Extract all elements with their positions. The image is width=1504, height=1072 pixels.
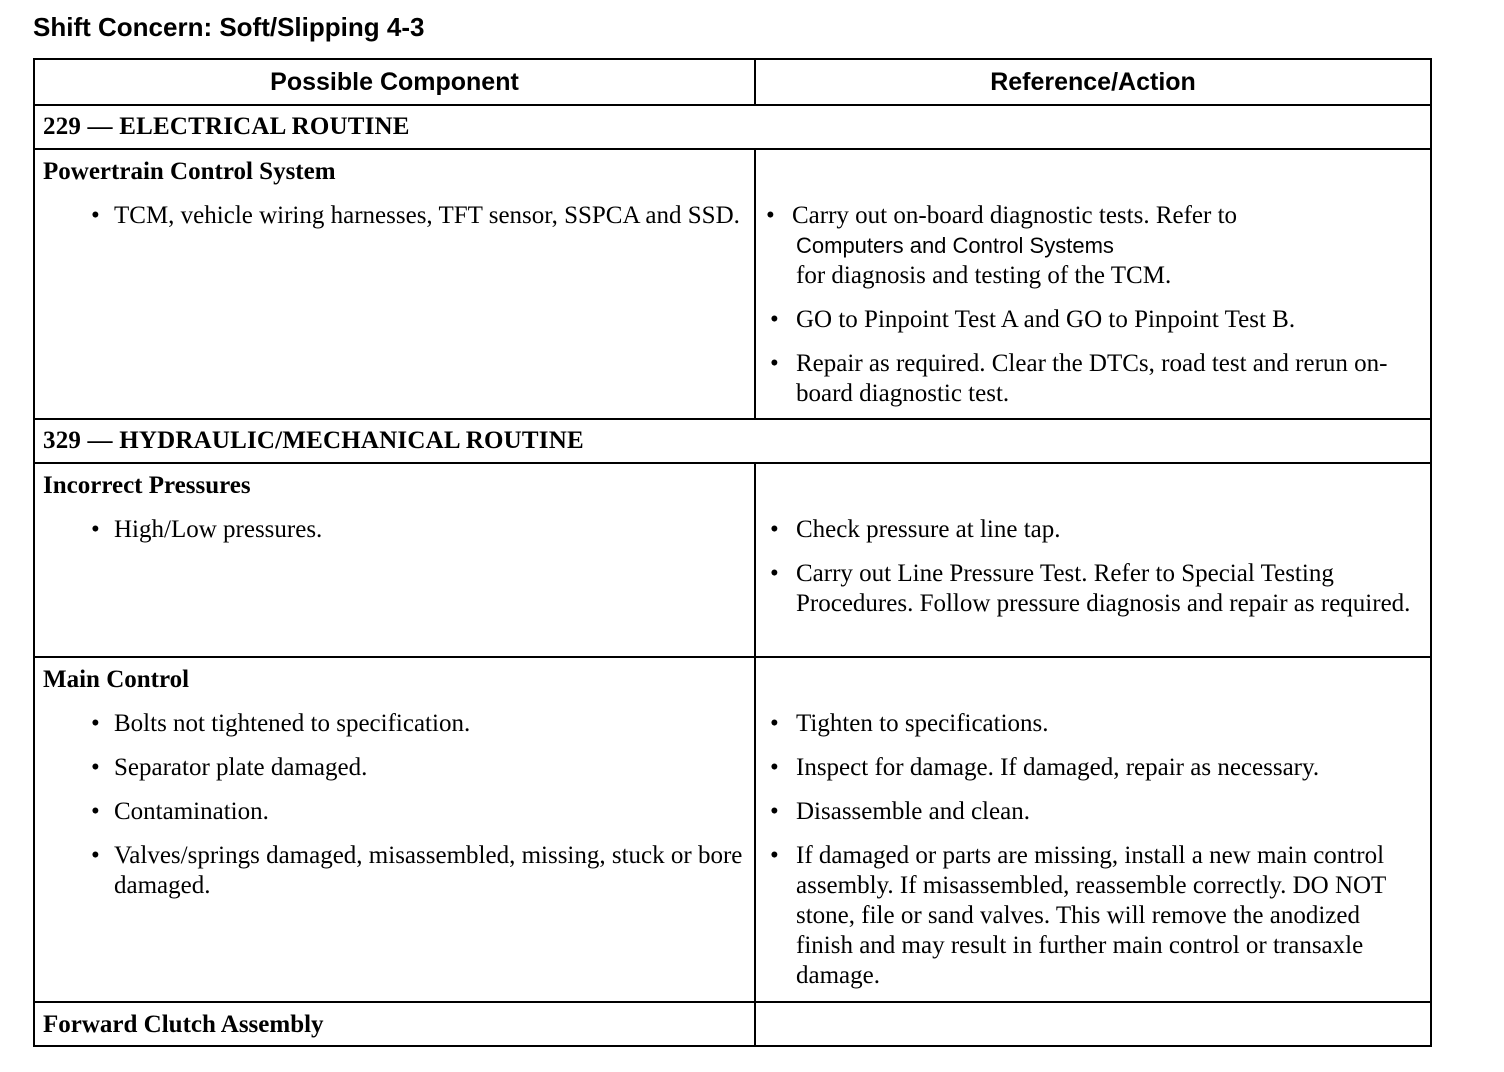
bullet-icon: • <box>770 842 779 869</box>
list-item: • GO to Pinpoint Test A and GO to Pinpoint Test B. <box>770 306 1296 333</box>
component-title-forward-clutch: Forward Clutch Assembly <box>43 1011 324 1038</box>
action-list-pressures <box>770 515 1420 619</box>
component-title-incorrect-pressures: Incorrect Pressures <box>43 472 251 499</box>
bullet-icon: • <box>770 710 779 737</box>
list-item: • Separator plate damaged. <box>91 754 368 781</box>
section-electrical-routine: 229 — ELECTRICAL ROUTINE <box>35 104 1430 148</box>
diagnostic-table <box>33 58 1432 1047</box>
list-item: • TCM, vehicle wiring harnesses, TFT sensor, SSPCA and SSD. <box>91 202 740 229</box>
action-list-powertrain <box>766 201 1420 409</box>
bullet-icon: • <box>770 350 779 377</box>
section-hydraulic-mechanical-routine: 329 — HYDRAULIC/MECHANICAL ROUTINE <box>35 418 1430 462</box>
component-list-main-control <box>43 709 746 901</box>
bullet-icon: • <box>770 516 779 543</box>
list-item: • Bolts not tightened to specification. <box>91 710 471 737</box>
page-title: Shift Concern: Soft/Slipping 4-3 <box>33 12 425 42</box>
list-item: • If damaged or parts are missing, install a new main control assembly. If misassembled, reassemble correctly. DO NOT stone, file or sand valves. This will remove the anodized finish and may result in further main control or transaxle damage. <box>770 842 1386 989</box>
bullet-icon: • <box>91 202 100 229</box>
component-list-pressures <box>43 515 746 545</box>
table-row-incorrect-pressures <box>35 462 1430 656</box>
bullet-icon: • <box>91 710 100 737</box>
list-item: • Carry out Line Pressure Test. Refer to Special Testing Procedures. Follow pressure diagnosis and repair as required. <box>770 560 1411 617</box>
list-item: • Disassemble and clean. <box>770 798 1030 825</box>
table-row-powertrain <box>35 148 1430 418</box>
component-list-powertrain <box>43 201 746 231</box>
bullet-icon: • <box>770 798 779 825</box>
bullet-icon: • <box>770 306 779 333</box>
bullet-icon: • <box>91 798 100 825</box>
table-header-row <box>35 60 1430 104</box>
table-row-main-control <box>35 656 1430 1001</box>
list-item: • Contamination. <box>91 798 269 825</box>
bullet-icon: • <box>770 754 779 781</box>
action-list-main-control <box>770 709 1420 991</box>
table-row-forward-clutch <box>35 1001 1430 1045</box>
list-item: • Repair as required. Clear the DTCs, road test and rerun on-board diagnostic test. <box>770 350 1388 407</box>
header-possible-component: Possible Component <box>35 60 756 104</box>
list-item: • Check pressure at line tap. <box>770 516 1061 543</box>
bullet-icon: • <box>91 842 100 869</box>
list-item: • Tighten to specifications. <box>770 710 1049 737</box>
list-item: • High/Low pressures. <box>91 516 323 543</box>
reference-link-computers-control-systems: Computers and Control Systems <box>796 233 1114 258</box>
bullet-icon: • <box>91 516 100 543</box>
bullet-icon: • <box>766 202 775 229</box>
header-reference-action: Reference/Action <box>990 67 1196 96</box>
bullet-icon: • <box>770 560 779 587</box>
component-title-powertrain: Powertrain Control System <box>43 158 336 185</box>
list-item: • Inspect for damage. If damaged, repair as necessary. <box>770 754 1320 781</box>
bullet-icon: • <box>91 754 100 781</box>
list-item: • Carry out on-board diagnostic tests. Refer to Computers and Control Systems for diagnosis and testing of the TCM. <box>770 201 1420 291</box>
component-title-main-control: Main Control <box>43 666 190 693</box>
list-item: • Valves/springs damaged, misassembled, missing, stuck or bore damaged. <box>91 842 743 899</box>
